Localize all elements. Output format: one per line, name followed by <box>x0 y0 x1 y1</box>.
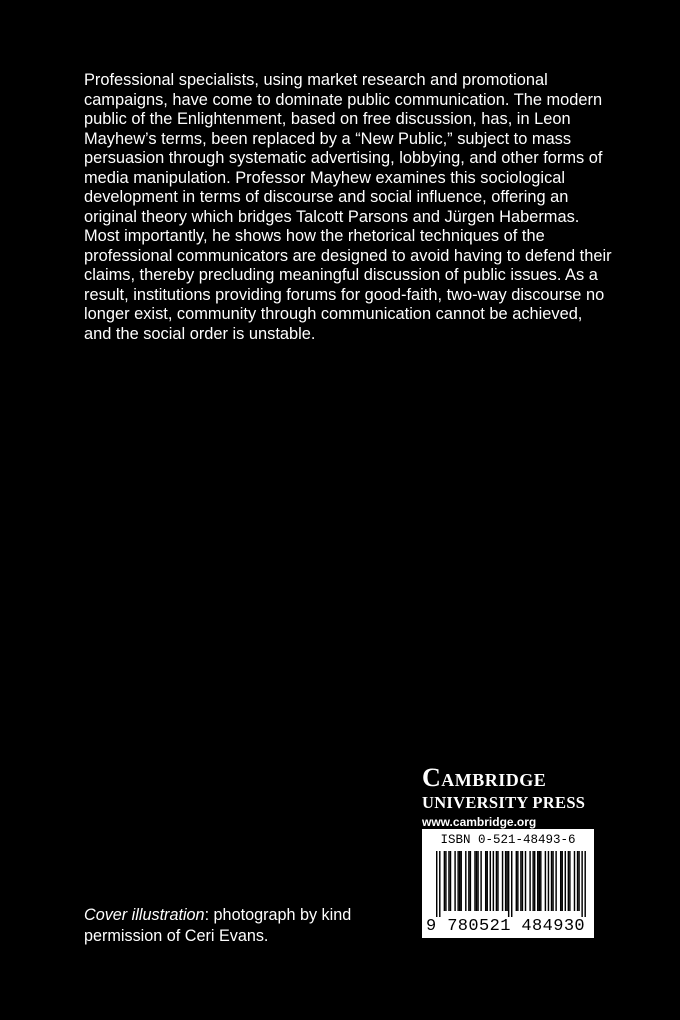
barcode-bar <box>450 851 451 911</box>
cover-credit <box>84 905 384 947</box>
barcode-bar <box>496 851 497 911</box>
back-cover-blurb: Professional specialists, using market research and promotional campaigns, have come to dominate public communication. The modern public of the Enlightenment, based on free discussion, has, in Leon Mayhew’s terms, been replaced by a “New Public,” subject to mass persuasion through systematic advertising, lobbying, and other forms of media manipulation. Professor Mayhew examines this sociological development in terms of discourse and social influence, offering an original theory which bridges Talcott Parsons and Jürgen Habermas. Most importantly, he shows how the rhetorical techniques of the professional communicators are designed to avoid having to defend their claims, thereby precluding meaningful discussion of public issues. As a result, institutions providing forums for good-faith, two-way discourse no longer exist, community through communication cannot be achieved, and the social order is unstable. <box>84 71 612 343</box>
barcode-bar <box>545 851 546 911</box>
barcode-bar <box>439 851 440 917</box>
barcode-bar <box>506 851 507 911</box>
isbn-label: ISBN 0-521-48493-6 <box>440 833 576 847</box>
barcode-bar <box>539 851 540 911</box>
barcode-bar <box>565 851 566 911</box>
barcode-bar <box>480 851 481 911</box>
barcode-bar <box>459 851 460 911</box>
ean-number: 9 780521 484930 <box>426 917 586 936</box>
barcode-bar <box>487 851 488 911</box>
barcode-bar <box>497 851 498 911</box>
barcode-bar <box>555 851 556 911</box>
barcode-bar <box>551 851 552 911</box>
barcode-bar <box>574 851 575 911</box>
cover-credit-label: Cover illustration <box>84 906 205 924</box>
barcode-bar <box>517 851 518 911</box>
barcode-bar <box>569 851 570 911</box>
publisher-logo <box>422 764 622 830</box>
barcode-bar <box>568 851 569 911</box>
barcode-bar <box>529 851 530 911</box>
publisher-url: www.cambridge.org <box>422 815 537 829</box>
barcode-bar <box>581 851 582 917</box>
barcode-bar <box>470 851 471 911</box>
barcode-bar <box>485 851 486 911</box>
barcode-bar <box>552 851 553 911</box>
barcode-bar <box>448 851 449 911</box>
barcode-bar <box>532 851 533 911</box>
barcode-bar <box>445 851 446 911</box>
barcode-bar <box>505 851 506 911</box>
barcode-bar <box>511 851 512 917</box>
barcode-bar <box>444 851 445 911</box>
publisher-subtitle: UNIVERSITY PRESS <box>422 793 586 812</box>
barcode-bar <box>578 851 579 911</box>
barcode-bar <box>490 851 491 911</box>
cover-credit-text: : photograph by kind permission of Ceri Evans. <box>84 906 352 945</box>
barcode-bar <box>548 851 549 911</box>
barcode-bar <box>508 851 509 917</box>
barcode-bar <box>525 851 526 911</box>
barcode-bar <box>457 851 458 911</box>
barcode-bar <box>522 851 523 911</box>
barcode-bar <box>562 851 563 911</box>
barcode-bar <box>468 851 469 911</box>
barcode-bar <box>436 851 437 917</box>
barcode-bar <box>476 851 477 911</box>
barcode-bar <box>577 851 578 911</box>
barcode-bar <box>454 851 455 911</box>
barcode-bar <box>493 851 494 911</box>
barcode-bar <box>465 851 466 911</box>
barcode-bars <box>436 851 586 917</box>
barcode <box>422 829 594 938</box>
barcode-bar <box>534 851 535 911</box>
barcode-bar <box>537 851 538 911</box>
barcode-bar <box>516 851 517 911</box>
barcode-bar <box>540 851 541 911</box>
publisher-name: Cambridge <box>422 763 547 792</box>
barcode-bar <box>460 851 461 911</box>
barcode-bar <box>474 851 475 911</box>
barcode-bar <box>584 851 585 917</box>
barcode-bar <box>477 851 478 911</box>
barcode-bar <box>520 851 521 911</box>
barcode-bar <box>502 851 503 911</box>
barcode-bar <box>560 851 561 911</box>
